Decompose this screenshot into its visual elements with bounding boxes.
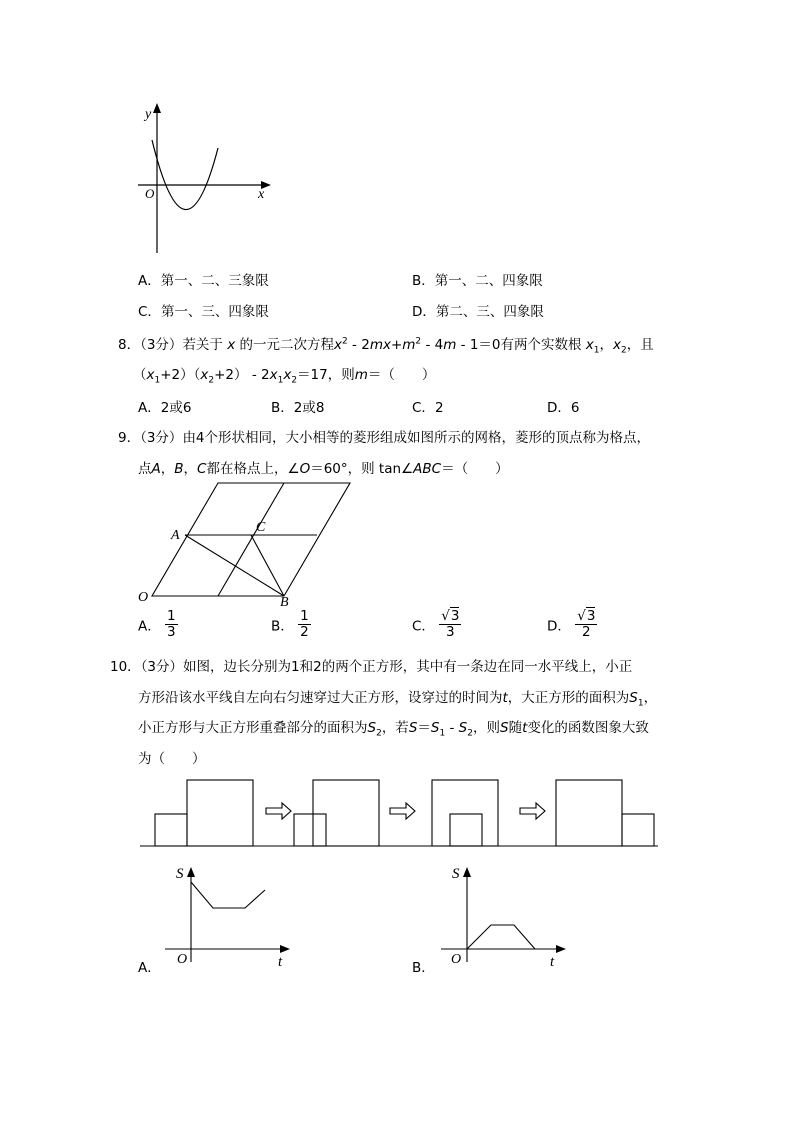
text: +2）（ [160,367,201,383]
q7-parabola-curve [152,140,218,210]
q10-arrow-3 [520,803,545,819]
arrow-x [556,945,566,953]
sup: 2 [342,336,348,347]
numerator: 1 [167,608,176,624]
text: ，大正方形的面积为 [507,690,630,706]
option-letter: C． [412,618,435,635]
text: 小正方形与大正方形重叠部分的面积为 [138,720,368,736]
var: m [402,337,416,353]
q10-arrow-1 [266,803,291,819]
text: ，若 [381,720,409,736]
q9-label-b: B [280,595,289,610]
text: 方形沿该水平线自左向右匀速穿过大正方形，设穿过的时间为 [138,690,503,706]
text: - [445,720,459,736]
option-letter: C． [412,400,435,416]
q10-graph-a [160,858,300,970]
option-letter: A． [138,618,161,635]
q9-option-b [271,609,311,640]
sub: 2 [291,375,298,386]
q10-small-square-4 [622,814,654,846]
text: - 1＝0 [456,337,501,353]
q10-line3 [138,716,649,739]
var: x [269,367,278,383]
sub: 2 [467,728,473,739]
option-letter: B． [271,400,294,416]
var: x [334,337,343,353]
q10-big-square-3 [432,780,498,846]
sub: 2 [621,345,627,356]
q10-arrow-2 [390,803,415,819]
graph-y-label: S [452,866,460,882]
var: S [408,720,418,736]
question-score: （3分） [140,659,184,675]
option-letter: D． [412,304,436,320]
text: ＝60°，则 tan∠ [310,461,414,477]
denominator: 3 [167,624,176,640]
denominator: 3 [446,624,455,640]
text: ， [599,337,614,353]
text: 随 [508,720,523,736]
var: ABC [413,461,442,477]
option-letter: A． [138,273,161,289]
graph-origin-label: O [451,952,462,967]
text: ， [183,461,198,477]
graph-a-curve [191,882,265,908]
option-text: 2 [434,400,444,416]
q10-option-a-letter: A． [138,960,161,976]
text: ＝ [417,720,431,736]
var: t [522,720,528,736]
text: 若关于 [182,337,223,353]
var: x [227,337,236,353]
question-number: 8． [118,337,141,353]
var: S [629,690,638,706]
text: 如图，边长分别为1和2的两个正方形，其中有一条边在同一水平线上，小正 [183,659,633,675]
q7-option-a [138,269,269,289]
q7-option-b [412,269,543,289]
q9-option-d [547,609,597,640]
text: 由4个形状相同，大小相等的菱形组成如图所示的网格，菱形的顶点称为格点， [182,430,651,446]
var: S [499,720,509,736]
arrow-x [280,945,290,953]
q10-square-sequence [140,775,660,853]
text: 变化的函数图象大致 [527,720,649,736]
option-text: 第一、二、四象限 [434,273,543,289]
text: - 4 [421,337,444,353]
q7-option-c [138,300,269,320]
text: + [390,337,403,353]
fraction [298,609,311,640]
q7-parabola-graph [130,100,280,260]
var: S [430,720,440,736]
q8-option-d [547,396,580,416]
fraction [575,609,597,640]
text: 都在格点上，∠ [206,461,300,477]
q10-line1 [110,655,632,675]
sub: 1 [277,375,284,386]
var: C [197,461,207,477]
option-text: 2或6 [160,400,192,416]
option-letter: D． [547,618,571,635]
text: ＝17，则 [297,367,355,383]
q7-origin-label: O [145,186,155,201]
var: A [151,461,161,477]
q10-big-square-4 [556,780,622,846]
q9-line2 [138,457,509,477]
option-letter: C． [138,304,161,320]
fraction [165,609,178,640]
q10-small-square-1 [155,814,187,846]
var: B [174,461,184,477]
sub: 1 [593,345,600,356]
var: O [299,461,311,477]
var: x [283,367,292,383]
question-number: 9． [118,430,141,446]
q10-big-square-2 [313,780,379,846]
sub: 2 [376,728,382,739]
text: ，则 [472,720,500,736]
question-score: （3分） [140,337,183,353]
radicand: 3 [586,608,596,624]
q9-segment-cb [251,535,284,596]
q7-y-label: y [145,107,152,122]
option-letter: B． [412,273,435,289]
option-text: 第一、二、三象限 [160,273,269,289]
numerator: 1 [300,608,309,624]
text: 有两个实数根 [500,337,582,353]
var: x [613,337,622,353]
graph-b-curve [467,925,535,949]
q10-line4 [138,747,206,767]
q9-rhombus-grid [130,475,365,610]
var: x [585,337,594,353]
var: S [367,720,377,736]
question-score: （3分） [140,430,183,446]
option-text: 6 [570,400,580,416]
text: ， [160,461,175,477]
sub: 1 [439,728,446,739]
option-letter: A． [138,400,161,416]
q9-label-a: A [171,528,180,543]
q7-x-label: x [258,187,265,202]
q8-option-b [271,396,324,416]
option-text: 2或8 [293,400,325,416]
option-text: 第一、三、四象限 [160,304,269,320]
arrow-y [187,867,195,877]
text: ，且 [626,337,654,353]
text: 为（ ） [138,751,206,767]
q9-option-c [412,609,461,640]
var: m [354,367,368,383]
q9-label-c: C [256,520,266,535]
graph-origin-label: O [177,952,188,967]
q9-label-o: O [138,590,149,605]
option-letter: B． [271,618,294,635]
option-letter: D． [547,400,571,416]
text: （ [133,367,147,383]
var: x [146,367,155,383]
sup: 2 [415,336,422,347]
sub: 1 [637,698,644,709]
text: ， [643,690,658,706]
q9-option-a [138,609,178,640]
var: mx [369,337,391,353]
q10-graph-b [436,858,576,970]
arrow-y [463,867,471,877]
q7-option-d [412,300,544,320]
q9-segment-ab [185,535,284,596]
text: ＝（ ） [441,461,509,477]
q9-line1 [118,426,650,446]
q8-option-c [412,396,444,416]
q10-small-square-2 [294,814,326,846]
denominator: 2 [582,624,591,640]
var: t [502,690,508,706]
graph-x-label: t [278,954,283,970]
numerator: √3 [441,608,460,624]
var: x [200,367,209,383]
q8-line1 [118,333,654,356]
q10-small-square-3 [450,814,482,846]
fraction [439,609,461,640]
text: - 2 [347,337,370,353]
text: 的一元二次方程 [239,337,335,353]
radicand: 3 [450,608,460,624]
q8-option-a [138,396,191,416]
text: +2） - 2 [214,367,270,383]
sub: 2 [208,375,215,386]
q9-mid-slanted [218,483,284,596]
var: S [458,720,468,736]
text: ＝（ ） [367,367,436,383]
q7-y-arrow [153,103,161,113]
q10-big-square-1 [187,780,253,846]
numerator: √3 [577,608,596,624]
option-text: 第二、三、四象限 [435,304,544,320]
question-number: 10． [110,659,141,675]
graph-x-label: t [550,954,555,970]
sub: 1 [154,375,161,386]
q10-line2 [138,686,657,709]
q8-line2 [133,363,435,386]
var: m [443,337,457,353]
q10-option-b-letter: B． [412,960,435,976]
text: 点 [138,461,152,477]
denominator: 2 [300,624,309,640]
graph-y-label: S [176,866,184,882]
